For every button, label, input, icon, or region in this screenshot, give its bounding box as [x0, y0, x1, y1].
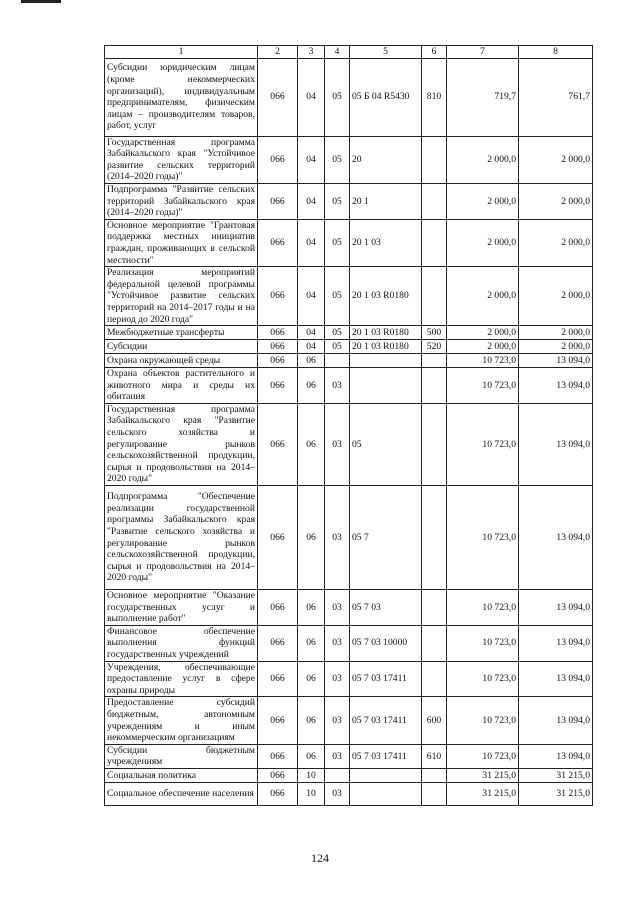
section-code: 10 [298, 782, 325, 805]
row-name: Социальная политика [105, 768, 258, 782]
row-name: Охрана объектов растительного и животного мира и среды их обитания [105, 368, 258, 404]
target-article-code: 20 [350, 136, 422, 183]
admin-code: 066 [258, 340, 298, 354]
expense-type-code [422, 661, 447, 697]
section-code: 04 [298, 136, 325, 183]
expense-type-code [422, 590, 447, 626]
expense-type-code [422, 354, 447, 368]
row-name: Государственная программа Забайкальского края "Устойчивое развитие сельских территорий (2014–2020 годы)" [105, 136, 258, 183]
subsection-code: 03 [325, 368, 350, 404]
section-code: 06 [298, 403, 325, 485]
table-row [105, 340, 593, 354]
expense-type-code [422, 403, 447, 485]
table-row [105, 744, 593, 768]
target-article-code: 05 Б 04 R5430 [350, 58, 422, 136]
row-name: Финансовое обеспечение выполнения функций государственных учреждений [105, 625, 258, 661]
amount-year-2: 2 000,0 [519, 267, 593, 326]
table-row [105, 661, 593, 697]
table-row [105, 219, 593, 266]
target-article-code [350, 768, 422, 782]
target-article-code: 05 7 03 [350, 590, 422, 626]
amount-year-1: 10 723,0 [447, 403, 519, 485]
amount-year-2: 2 000,0 [519, 183, 593, 219]
header-cell: 2 [258, 46, 298, 59]
amount-year-2: 13 094,0 [519, 354, 593, 368]
target-article-code: 05 7 03 17411 [350, 744, 422, 768]
subsection-code: 03 [325, 744, 350, 768]
target-article-code: 05 7 [350, 486, 422, 590]
subsection-code: 05 [325, 58, 350, 136]
admin-code: 066 [258, 625, 298, 661]
target-article-code: 20 1 [350, 183, 422, 219]
admin-code: 066 [258, 219, 298, 266]
amount-year-2: 13 094,0 [519, 368, 593, 404]
table-body [105, 58, 593, 805]
amount-year-2: 13 094,0 [519, 661, 593, 697]
subsection-code: 05 [325, 326, 350, 340]
row-name: Субсидии [105, 340, 258, 354]
expense-type-code [422, 368, 447, 404]
amount-year-1: 10 723,0 [447, 744, 519, 768]
section-code: 04 [298, 267, 325, 326]
expense-type-code [422, 267, 447, 326]
expense-type-code [422, 486, 447, 590]
section-code: 04 [298, 326, 325, 340]
target-article-code: 20 1 03 R0180 [350, 340, 422, 354]
row-name: Основное мероприятие "Грантовая поддержка местных инициатив граждан, проживающих в сельской местности" [105, 219, 258, 266]
table-row [105, 486, 593, 590]
target-article-code [350, 782, 422, 805]
section-code: 04 [298, 183, 325, 219]
row-name: Учреждения, обеспечивающие предоставление услуг в сфере охраны природы [105, 661, 258, 697]
target-article-code: 05 7 03 17411 [350, 697, 422, 744]
table-row [105, 183, 593, 219]
subsection-code [325, 354, 350, 368]
target-article-code: 05 7 03 17411 [350, 661, 422, 697]
budget-table [104, 45, 593, 806]
amount-year-1: 2 000,0 [447, 183, 519, 219]
table-row [105, 267, 593, 326]
amount-year-2: 13 094,0 [519, 697, 593, 744]
admin-code: 066 [258, 768, 298, 782]
amount-year-1: 10 723,0 [447, 368, 519, 404]
expense-type-code: 610 [422, 744, 447, 768]
subsection-code: 03 [325, 697, 350, 744]
table-row [105, 326, 593, 340]
amount-year-2: 761,7 [519, 58, 593, 136]
amount-year-2: 13 094,0 [519, 744, 593, 768]
header-cell: 6 [422, 46, 447, 59]
amount-year-2: 2 000,0 [519, 219, 593, 266]
amount-year-1: 719,7 [447, 58, 519, 136]
section-code: 06 [298, 368, 325, 404]
amount-year-1: 2 000,0 [447, 219, 519, 266]
row-name: Подпрограмма "Развитие сельских территорий Забайкальского края (2014–2020 годы)" [105, 183, 258, 219]
amount-year-1: 10 723,0 [447, 590, 519, 626]
target-article-code [350, 368, 422, 404]
row-name: Предоставление субсидий бюджетным, автономным учреждениям и иным некоммерческим организациям [105, 697, 258, 744]
expense-type-code: 810 [422, 58, 447, 136]
table-row [105, 58, 593, 136]
row-name: Субсидии бюджетным учреждениям [105, 744, 258, 768]
amount-year-2: 2 000,0 [519, 136, 593, 183]
row-name: Основное мероприятие "Оказание государственных услуг и выполнение работ" [105, 590, 258, 626]
table-header-row [105, 46, 593, 59]
amount-year-2: 2 000,0 [519, 340, 593, 354]
scan-corner-mark [21, 0, 61, 3]
page-number: 124 [311, 851, 329, 865]
section-code: 06 [298, 697, 325, 744]
admin-code: 066 [258, 661, 298, 697]
amount-year-1: 2 000,0 [447, 340, 519, 354]
admin-code: 066 [258, 486, 298, 590]
amount-year-2: 31 215,0 [519, 782, 593, 805]
expense-type-code [422, 782, 447, 805]
table-row [105, 368, 593, 404]
expense-type-code: 520 [422, 340, 447, 354]
header-cell: 8 [519, 46, 593, 59]
expense-type-code [422, 219, 447, 266]
row-name: Государственная программа Забайкальского края "Развитие сельского хозяйства и регулирование рынков сельскохозяйственной продукции, сырья и продовольствия на 2014–2020 годы" [105, 403, 258, 485]
row-name: Охрана окружающей среды [105, 354, 258, 368]
amount-year-1: 2 000,0 [447, 326, 519, 340]
subsection-code: 03 [325, 661, 350, 697]
section-code: 06 [298, 590, 325, 626]
subsection-code: 05 [325, 136, 350, 183]
target-article-code: 20 1 03 R0180 [350, 267, 422, 326]
amount-year-2: 13 094,0 [519, 486, 593, 590]
section-code: 10 [298, 768, 325, 782]
subsection-code: 05 [325, 340, 350, 354]
expense-type-code: 600 [422, 697, 447, 744]
expense-type-code [422, 768, 447, 782]
section-code: 06 [298, 486, 325, 590]
amount-year-1: 31 215,0 [447, 782, 519, 805]
header-cell: 4 [325, 46, 350, 59]
amount-year-1: 2 000,0 [447, 267, 519, 326]
table-row [105, 590, 593, 626]
subsection-code: 03 [325, 486, 350, 590]
table-row [105, 697, 593, 744]
table-row [105, 782, 593, 805]
header-cell: 5 [350, 46, 422, 59]
target-article-code: 05 7 03 10000 [350, 625, 422, 661]
admin-code: 066 [258, 744, 298, 768]
expense-type-code [422, 183, 447, 219]
section-code: 06 [298, 354, 325, 368]
subsection-code: 03 [325, 403, 350, 485]
admin-code: 066 [258, 697, 298, 744]
amount-year-1: 2 000,0 [447, 136, 519, 183]
row-name: Субсидии юридическим лицам (кроме некоммерческих организаций), индивидуальным предпринимателям, физическим лицам – производителям товаров, работ, услуг [105, 58, 258, 136]
header-cell: 7 [447, 46, 519, 59]
subsection-code: 05 [325, 219, 350, 266]
header-cell: 1 [105, 46, 258, 59]
amount-year-2: 13 094,0 [519, 403, 593, 485]
section-code: 06 [298, 661, 325, 697]
expense-type-code: 500 [422, 326, 447, 340]
admin-code: 066 [258, 267, 298, 326]
target-article-code: 20 1 03 R0180 [350, 326, 422, 340]
target-article-code: 05 [350, 403, 422, 485]
admin-code: 066 [258, 782, 298, 805]
admin-code: 066 [258, 354, 298, 368]
subsection-code: 03 [325, 590, 350, 626]
expense-type-code [422, 625, 447, 661]
admin-code: 066 [258, 58, 298, 136]
row-name: Межбюджетные трансферты [105, 326, 258, 340]
section-code: 04 [298, 219, 325, 266]
admin-code: 066 [258, 183, 298, 219]
amount-year-1: 10 723,0 [447, 354, 519, 368]
amount-year-2: 2 000,0 [519, 326, 593, 340]
amount-year-1: 10 723,0 [447, 697, 519, 744]
row-name: Подпрограмма "Обеспечение реализации государственной программы Забайкальского края "Развитие сельского хозяйства и регулирование рынков сельскохозяйственной продукции, сырья и продовольствия на 2014–2020 годы" [105, 486, 258, 590]
amount-year-1: 10 723,0 [447, 625, 519, 661]
admin-code: 066 [258, 590, 298, 626]
target-article-code: 20 1 03 [350, 219, 422, 266]
section-code: 04 [298, 58, 325, 136]
header-cell: 3 [298, 46, 325, 59]
admin-code: 066 [258, 368, 298, 404]
target-article-code [350, 354, 422, 368]
subsection-code: 05 [325, 183, 350, 219]
subsection-code [325, 768, 350, 782]
expense-type-code [422, 136, 447, 183]
section-code: 04 [298, 340, 325, 354]
amount-year-2: 13 094,0 [519, 590, 593, 626]
amount-year-1: 10 723,0 [447, 661, 519, 697]
amount-year-2: 31 215,0 [519, 768, 593, 782]
section-code: 06 [298, 744, 325, 768]
amount-year-1: 10 723,0 [447, 486, 519, 590]
amount-year-1: 31 215,0 [447, 768, 519, 782]
admin-code: 066 [258, 136, 298, 183]
table-row [105, 768, 593, 782]
subsection-code: 03 [325, 782, 350, 805]
table-row [105, 403, 593, 485]
section-code: 06 [298, 625, 325, 661]
subsection-code: 03 [325, 625, 350, 661]
amount-year-2: 13 094,0 [519, 625, 593, 661]
row-name: Социальное обеспечение населения [105, 782, 258, 805]
admin-code: 066 [258, 403, 298, 485]
table-row [105, 354, 593, 368]
table-row [105, 625, 593, 661]
table-row [105, 136, 593, 183]
row-name: Реализация мероприятий федеральной целевой программы "Устойчивое развитие сельских территорий на 2014–2017 годы и на период до 2020 года" [105, 267, 258, 326]
admin-code: 066 [258, 326, 298, 340]
subsection-code: 05 [325, 267, 350, 326]
